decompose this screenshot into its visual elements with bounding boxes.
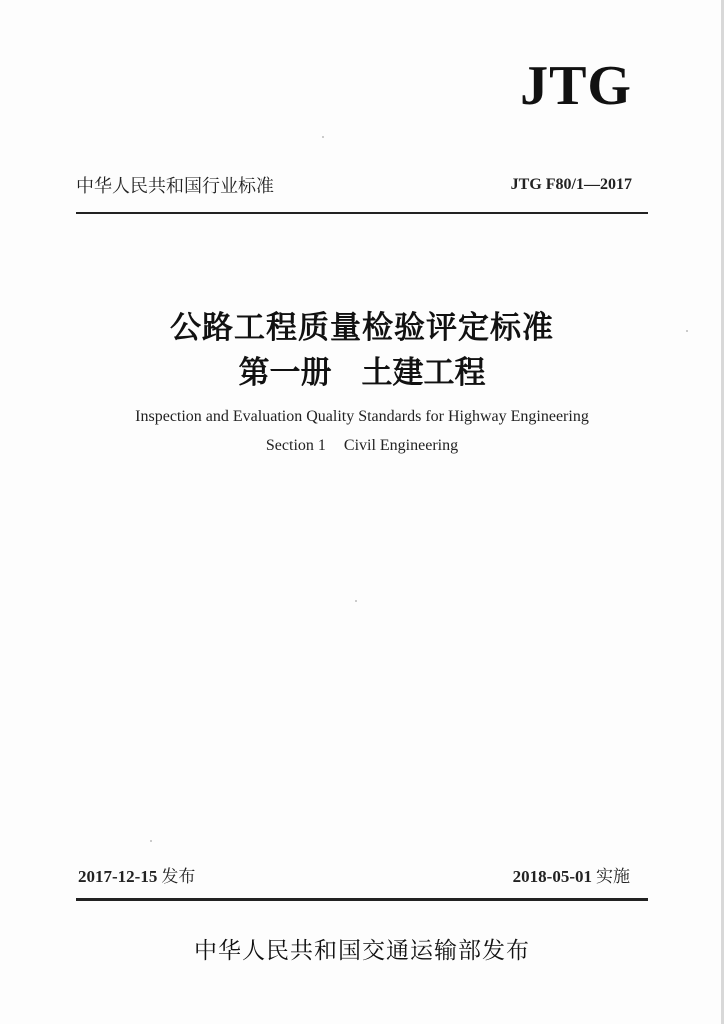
footer-divider — [76, 898, 648, 901]
scan-speck — [686, 330, 688, 332]
title-en-volume: Section 1 — [265, 437, 326, 454]
standard-code: JTG F80/1—2017 — [510, 176, 632, 193]
effective-date-label: 实施 — [596, 867, 630, 887]
standard-category: 中华人民共和国行业标准 — [76, 176, 274, 197]
title-cn-section: 土建工程 — [361, 355, 486, 391]
title-cn-sub — [0, 347, 724, 392]
title-cn-volume: 第一册 — [238, 355, 332, 391]
scan-speck — [322, 136, 324, 138]
header-divider — [76, 212, 648, 214]
title-en-main: Inspection and Evaluation Quality Standards for Highway Engineering — [135, 408, 589, 425]
scan-speck — [355, 600, 357, 602]
issued-date-label: 发布 — [161, 867, 196, 887]
publisher: 中华人民共和国交通运输部发布 — [194, 938, 530, 964]
effective-date-value: 2018-05-01 — [512, 867, 592, 886]
effective-date — [513, 862, 630, 887]
header-row — [76, 172, 648, 202]
scan-speck — [150, 840, 152, 842]
title-cn-main: 公路工程质量检验评定标准 — [170, 310, 554, 346]
title-en-sub — [0, 437, 724, 455]
title-en-section: Civil Engineering — [343, 437, 459, 454]
issued-date-value: 2017-12-15 — [78, 867, 158, 886]
issued-date — [78, 862, 195, 887]
jtg-logo: JTG — [520, 55, 632, 117]
